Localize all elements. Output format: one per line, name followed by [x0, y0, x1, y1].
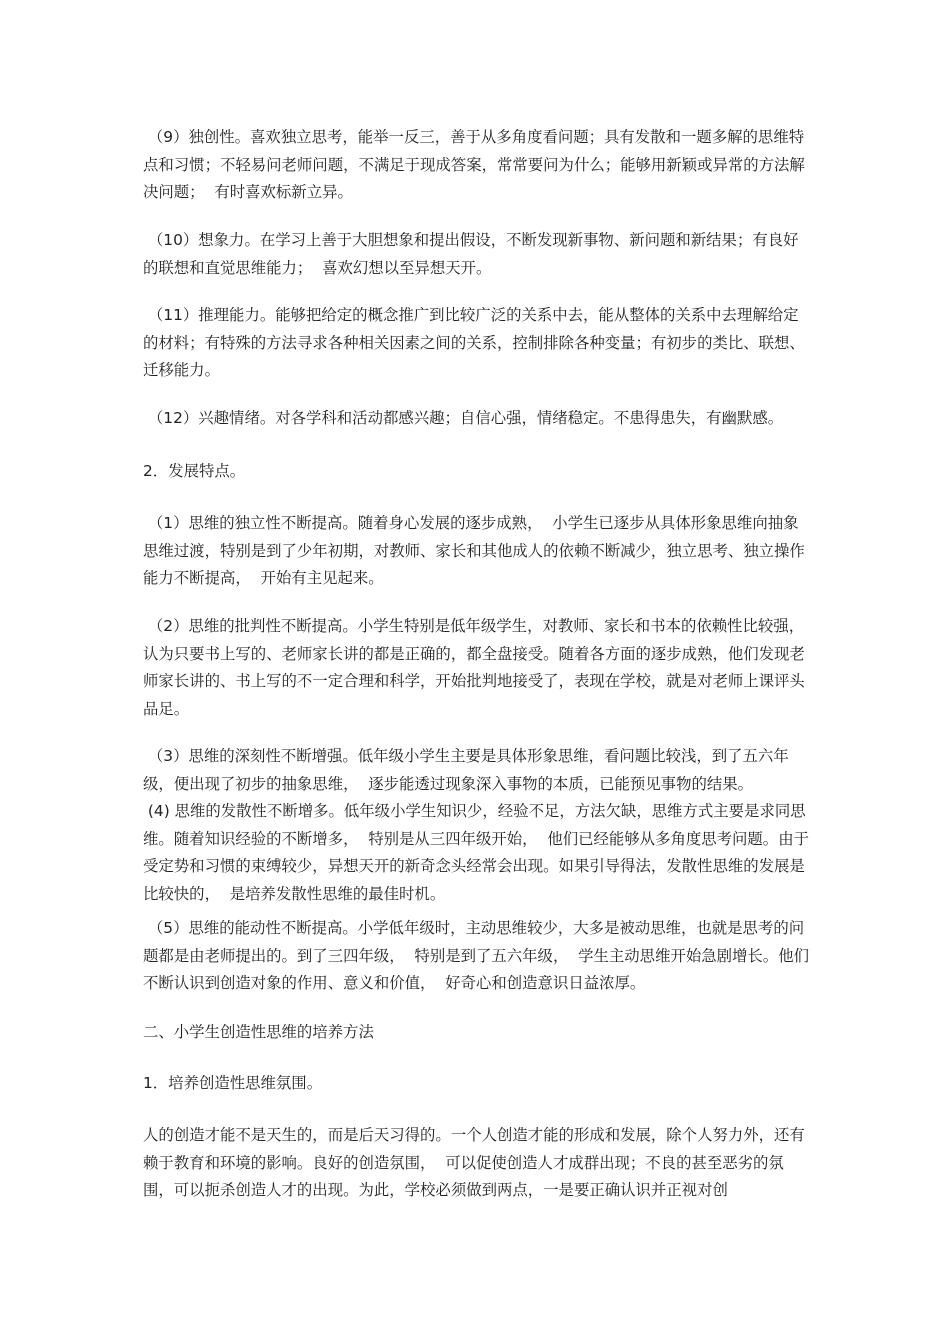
paragraph-reasoning: （11）推理能力。能够把给定的概念推广到比较广泛的关系中去，能从整体的关系中去理解给定的材料；有特殊的方法寻求各种相关因素之间的关系，控制排除各种变量；有初步的类比、联想、迁移能力。 — [143, 306, 805, 379]
paragraph-depth-and-divergence: （3）思维的深刻性不断增强。低年级小学生主要是具体形象思维，看问题比较浅，到了五六年级，便出现了初步的抽象思维， 逐步能透过现象深入事物的本质，已能预见事物的结果。 (4) 思维的发散性不断增多。低年级小学生知识少，经验不足，方法欠缺，思维方式主要是求同思维。随着知识经验的不断增多， 特别是从三四年级开始， 他们已经能够从多角度思考问题。由于受定势和习惯的束缚较少，异想天开的新奇念头经常会出现。如果引导得法，发散性思维的发展是比较快的， 是培养发散性思维的最佳时机。 — [143, 747, 809, 903]
paragraph-interest-emotion: （12）兴趣情绪。对各学科和活动都感兴趣；自信心强，情绪稳定。不患得患失，有幽默感。 — [143, 409, 784, 427]
section-heading-development-features: 2．发展特点。 — [143, 462, 246, 480]
chapter-heading-cultivation-methods: 二、小学生创造性思维的培养方法 — [143, 1023, 374, 1041]
paragraph-imagination: （10）想象力。在学习上善于大胆想象和提出假设，不断发现新事物、新问题和新结果；有良好的联想和直觉思维能力； 喜欢幻想以至异想天开。 — [143, 231, 799, 277]
section-heading-atmosphere: 1．培养创造性思维氛围。 — [143, 1074, 323, 1092]
paragraph-critical-thinking: （2）思维的批判性不断提高。小学生特别是低年级学生，对教师、家长和书本的依赖性比较强，认为只要书上写的、老师家长讲的都是正确的，都全盘接受。随着各方面的逐步成熟，他们发现老师家长讲的、书上写的不一定合理和科学，开始批判地接受了，表现在学校，就是对老师上课评头品足。 — [143, 617, 805, 718]
paragraph-independence: （1）思维的独立性不断提高。随着身心发展的逐步成熟， 小学生已逐步从具体形象思维向抽象思维过渡，特别是到了少年初期，对教师、家长和其他成人的依赖不断减少，独立思考、独立操作能力不断提高， 开始有主见起来。 — [143, 514, 805, 587]
paragraph-creative-environment: 人的创造才能不是天生的，而是后天习得的。一个人创造才能的形成和发展，除个人努力外，还有赖于教育和环境的影响。良好的创造氛围， 可以促使创造人才成群出现；不良的甚至恶劣的氛围，可以扼杀创造人才的出现。为此，学校必须做到两点，一是要正确认识并正视对创 — [143, 1126, 805, 1199]
paragraph-creativity-originality: （9）独创性。喜欢独立思考，能举一反三，善于从多角度看问题；具有发散和一题多解的思维特点和习惯；不轻易问老师问题，不满足于现成答案，常常要问为什么；能够用新颖或异常的方法解决问题； 有时喜欢标新立异。 — [143, 128, 805, 201]
paragraph-initiative: （5）思维的能动性不断提高。小学低年级时，主动思维较少，大多是被动思维，也就是思考的问题都是由老师提出的。到了三四年级， 特别是到了五六年级， 学生主动思维开始急剧增长。他们不断认识到创造对象的作用、意义和价值， 好奇心和创造意识日益浓厚。 — [143, 919, 809, 992]
